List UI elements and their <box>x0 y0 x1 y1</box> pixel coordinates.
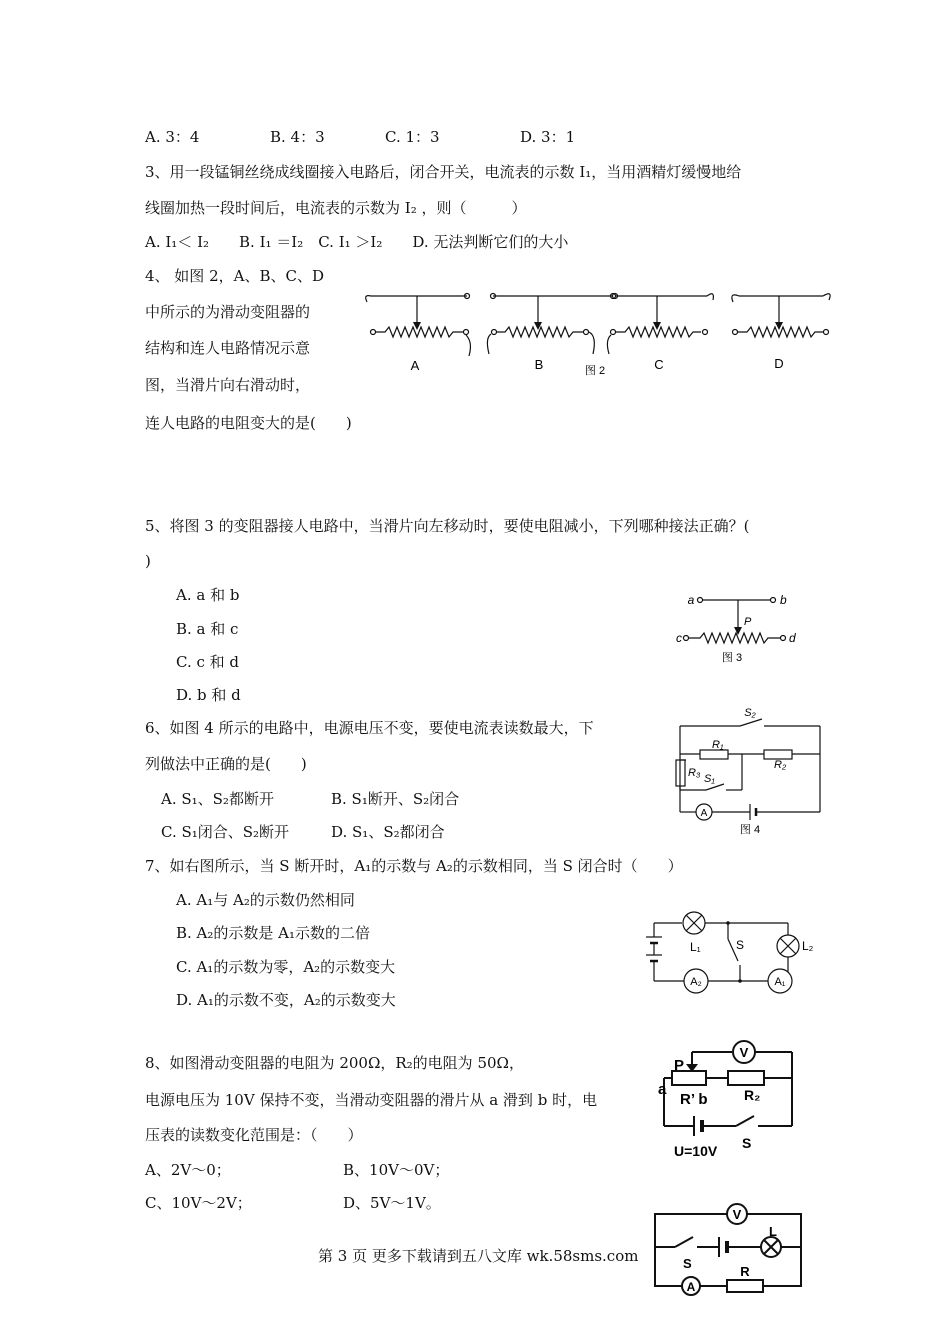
q2-option-c: C. 1：3 <box>385 128 440 146</box>
fig8-label-a: a <box>658 1081 667 1098</box>
q4-line5: 连人电路的电阻变大的是( ) <box>145 414 352 432</box>
q4-line1: 4、 如图 2，A、B、C、D <box>145 267 324 285</box>
q8-option-a: A、2V～0； <box>145 1161 231 1179</box>
fig7-ammeter-a2-icon: A₂ <box>690 976 702 988</box>
fig3-caption: 图 3 <box>721 652 743 664</box>
q3-options: A. I₁＜ I₂ B. I₁ ＝I₂ C. I₁ ＞I₂ D. 无法判断它们的大小 <box>145 233 569 251</box>
q7-option-b: B. A₂的示数是 A₁示数的二倍 <box>176 924 371 942</box>
q7-option-c: C. A₁的示数为零，A₂的示数变大 <box>176 958 396 976</box>
q3-line2: 线圈加热一段时间后，电流表的示数为 I₂ ，则（ ） <box>145 199 527 217</box>
q4-line4: 图，当滑片向右滑动时， <box>145 376 311 394</box>
fig4-label-r2: R₂ <box>774 759 787 771</box>
figure-2-rheostats <box>355 280 845 380</box>
page-footer: 第 3 页 更多下载请到五八文库 wk.58sms.com <box>318 1247 639 1265</box>
fig8-label-u: U=10V <box>674 1143 718 1159</box>
fig7-label-s: S <box>736 938 745 952</box>
fig2-caption: 图 2 <box>584 365 606 377</box>
q8-option-c: C、10V～2V； <box>145 1194 252 1212</box>
q7-option-a: A. A₁与 A₂的示数仍然相同 <box>176 891 355 909</box>
fig4-ammeter-icon: A <box>700 808 708 819</box>
q2-option-a: A. 3：4 <box>145 128 200 146</box>
fig4-label-r3: R₃ <box>688 767 701 779</box>
fig8-label-rb: R’ b <box>680 1091 708 1108</box>
fig7-ammeter-a1-icon: A₁ <box>774 976 786 988</box>
q8-line1: 8、如图滑动变阻器的电阻为 200Ω，R₂的电阻为 50Ω， <box>145 1054 524 1072</box>
q7-option-d: D. A₁的示数不变，A₂的示数变大 <box>176 991 396 1009</box>
q8-option-d: D、5V～1V。 <box>343 1194 441 1212</box>
q6-option-c: C. S₁闭合、S₂断开 <box>161 823 290 841</box>
q6-line1: 6、如图 4 所示的电路中，电源电压不变，要使电流表读数最大，下 <box>145 719 594 737</box>
q8-line3: 压表的读数变化范围是：（ ） <box>145 1126 363 1144</box>
fig8-label-s: S <box>742 1135 752 1151</box>
q4-line2: 中所示的为滑动变阻器的 <box>145 303 311 321</box>
fig7-label-l1: L₁ <box>690 940 701 954</box>
q2-option-d: D. 3：1 <box>520 128 576 146</box>
q5-option-a: A. a 和 b <box>176 586 240 604</box>
fig2-label-b: B <box>534 357 544 372</box>
fig8-voltmeter-icon: V <box>739 1045 749 1060</box>
q5-option-d: D. b 和 d <box>176 686 241 704</box>
fig2-label-c: C <box>654 357 664 372</box>
q6-option-b: B. S₁断开、S₂闭合 <box>331 790 460 808</box>
bottom-ammeter-icon: A <box>686 1280 696 1294</box>
fig3-label-d: d <box>789 631 796 645</box>
bottom-label-r: R <box>740 1264 750 1279</box>
q8-option-b: B、10V～0V； <box>343 1161 450 1179</box>
fig8-label-p: P <box>674 1057 685 1074</box>
fig3-label-b: b <box>780 593 787 607</box>
bottom-label-l: L <box>769 1224 777 1239</box>
q6-option-a: A. S₁、S₂都断开 <box>161 790 274 808</box>
q6-line2: 列做法中正确的是( ) <box>145 755 307 773</box>
q3-line1: 3、用一段锰铜丝绕成线圈接入电路后，闭合开关，电流表的示数 I₁，当用酒精灯缓慢地给 <box>145 163 742 181</box>
figure-q7-circuit <box>640 905 830 1000</box>
fig4-label-s2: S₂ <box>744 707 756 719</box>
bottom-voltmeter-icon: V <box>732 1207 742 1222</box>
fig4-caption: 图 4 <box>739 824 761 835</box>
fig8-label-r2: R₂ <box>744 1087 761 1103</box>
figure-q8-circuit <box>650 1038 810 1163</box>
fig4-label-r1: R₁ <box>712 739 724 751</box>
q2-option-b: B. 4：3 <box>270 128 325 146</box>
q6-option-d: D. S₁、S₂都闭合 <box>331 823 445 841</box>
fig4-label-s1: S₁ <box>704 773 715 785</box>
fig3-label-a: a <box>687 593 695 607</box>
q5-option-c: C. c 和 d <box>176 653 240 671</box>
q7-line1: 7、如右图所示，当 S 断开时，A₁的示数与 A₂的示数相同，当 S 闭合时（ ） <box>145 857 683 875</box>
fig2-label-d: D <box>774 356 784 371</box>
figure-4-circuit <box>670 700 830 835</box>
q5-line2: ) <box>145 552 151 570</box>
bottom-label-s: S <box>683 1256 692 1271</box>
fig2-label-a: A <box>410 358 420 373</box>
fig3-label-c: c <box>676 631 682 645</box>
figure-bottom-circuit <box>645 1200 815 1300</box>
figure-3-rheostat <box>670 585 810 670</box>
q8-line2: 电源电压为 10V 保持不变，当滑动变阻器的滑片从 a 滑到 b 时，电 <box>145 1091 598 1109</box>
q5-option-b: B. a 和 c <box>176 620 239 638</box>
fig3-label-p: P <box>744 616 752 628</box>
fig7-label-l2: L₂ <box>802 939 814 953</box>
q4-line3: 结构和连人电路情况示意 <box>145 339 311 357</box>
q5-line1: 5、将图 3 的变阻器接人电路中，当滑片向左移动时，要使电阻减小，下列哪种接法正确？( <box>145 517 750 535</box>
